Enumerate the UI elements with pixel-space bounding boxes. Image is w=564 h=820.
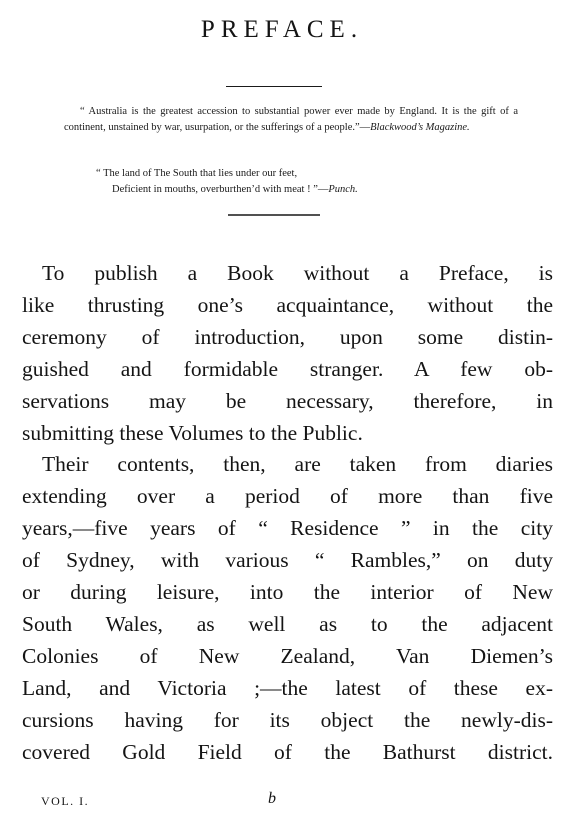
body-line: cursions having for its object the newly-dis- (22, 707, 553, 732)
body-line: of Sydney, with various “ Rambles,” on duty (22, 548, 553, 573)
bottom-divider-rule (228, 214, 320, 216)
epigraph-line: “ The land of The South that lies under our feet, (96, 168, 298, 179)
top-divider-rule (226, 86, 322, 87)
epigraph-source: Blackwood’s Magazine. (370, 121, 470, 133)
body-line: To publish a Book without a Preface, is (42, 261, 553, 285)
body-line: Their contents, then, are taken from diaries (42, 452, 553, 477)
body-line: South Wales, as well as to the adjacent (22, 611, 553, 636)
body-line: Colonies of New Zealand, Van Diemen’s (22, 643, 553, 668)
body-line: servations may be necessary, therefore, in (22, 388, 553, 413)
signature-mark: b (268, 790, 276, 807)
epigraph-line: Deficient in mouths, overburthen’d with meat ! ”— (112, 183, 329, 195)
volume-label: VOL. I. (41, 794, 90, 808)
body-line: extending over a period of more than five (22, 484, 553, 509)
body-line: guished and formidable stranger. A few ob- (22, 356, 553, 381)
body-line: submitting these Volumes to the Public. (22, 420, 363, 445)
body-line: like thrusting one’s acquaintance, without the (22, 292, 553, 317)
epigraph-source: Punch. (328, 183, 358, 195)
preface-body (22, 258, 553, 769)
body-line: covered Gold Field of the Bathurst district. (22, 739, 553, 764)
epigraph-text: “ Australia is the greatest accession to substantial power ever made by England. It is the gift of a continent, unstained by war, usurpation, or the sufferings of a people.”— (64, 106, 518, 133)
page-footer (0, 792, 564, 812)
body-line: or during leisure, into the interior of New (22, 580, 553, 605)
page-title: PREFACE. (200, 16, 364, 43)
body-line: ceremony of introduction, upon some distin- (22, 324, 553, 349)
epigraph-punch (96, 166, 516, 197)
epigraph-line-with-source (96, 182, 516, 198)
body-line: years,—five years of “ Residence ” in the city (22, 516, 553, 541)
body-line: Land, and Victoria ;—the latest of these ex- (22, 675, 553, 700)
epigraph-blackwoods (64, 104, 518, 135)
